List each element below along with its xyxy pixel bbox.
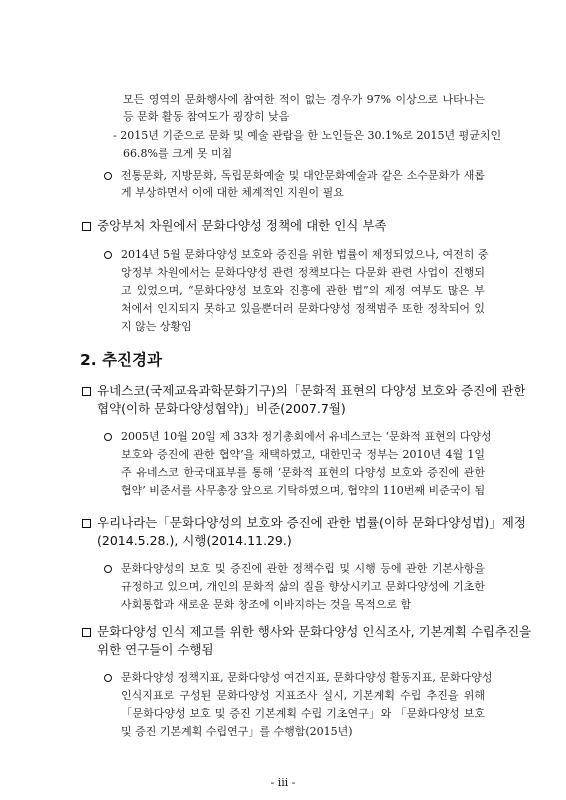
bullet-line: 「문화다양성 보호 및 증진 기본계획 수립 기초연구」와 「문화다양성 보호 [121,707,485,720]
circle-bullet-icon [104,433,112,441]
bullet-line: 사회통합과 새로운 문화 창조에 이바지하는 것을 목적으로 함 [121,598,412,611]
circle-bullet-icon [104,674,112,682]
subsection-heading: 우리나라는「문화다양성의 보호와 증진에 관한 법률(이하 문화다양성법)」제정 [97,515,526,530]
bullet-line: 2014년 5월 문화다양성 보호와 증진을 위한 법률이 제정되었으나, 여전히 중 [121,248,489,261]
bullet-line: 게 부상하면서 이에 대한 체계적인 지원이 필요 [121,186,344,199]
circle-bullet-icon [104,172,112,180]
subsection-heading: 위한 연구들이 수행됨 [97,642,214,657]
square-bullet-icon [82,519,91,528]
bullet-line: 전통문화, 지방문화, 독립문화예술 및 대안문화예술과 같은 소수문화가 새롭 [121,169,485,182]
bullet-line: 규정하고 있으며, 개인의 문화적 삶의 질을 향상시키고 문화다양성에 기초한 [121,580,485,593]
bullet-line: 고 있었으며, “문화다양성 보호와 진흥에 관한 법”의 제정 여부도 많은 부 [121,284,485,297]
subsection-heading: 협약(이하 문화다양성협약)」비준(2007.7월) [97,401,346,416]
dash-item-line: 66.8%를 크게 못 미침 [123,147,233,160]
bullet-line: 및 증진 기본계획 수립연구」를 수행함(2015년) [121,725,353,738]
subsection-heading: (2014.5.28.), 시행(2014.11.29.) [97,533,292,548]
bullet-line: 인식지표로 구성된 문화다양성 지표조사 실시, 기본계획 수립 추진을 위해 [121,689,485,702]
dash-item-line: - 2015년 기준으로 문화 및 예술 관람을 한 노인들은 30.1%로 2015년 평균치인 [113,129,502,142]
page-number: - iii - [270,776,296,789]
circle-bullet-icon [104,565,112,573]
square-bullet-icon [82,222,91,231]
subsection-heading: 중앙부처 차원에서 문화다양성 정책에 대한 인식 부족 [97,218,387,233]
bullet-line: 지 않는 상황임 [121,320,192,333]
bullet-line: 문화다양성의 보호 및 증진에 관한 정책수립 및 시행 등에 관한 기본사항을 [121,562,485,575]
bullet-line: 2005년 10월 20일 제 33차 정기총회에서 유네스코는 ‘문화적 표현의 다양성 [121,430,492,443]
bullet-line: 보호와 증진에 관한 협약’을 채택하였고, 대한민국 정부는 2010년 4월 1일 [121,448,485,461]
subsection-heading: 문화다양성 인식 제고를 위한 행사와 문화다양성 인식조사, 기본계획 수립추진을 [97,624,532,639]
bullet-line: 처에서 인지되지 못하고 있을뿐더러 문화다양성 정책범주 또한 정착되어 있 [121,302,485,315]
body-line: 모든 영역의 문화행사에 참여한 적이 없는 경우가 97% 이상으로 나타나는 [123,93,485,106]
bullet-line: 주 유네스코 한국대표부를 통해 ‘문화적 표현의 다양성 보호와 증진에 관한 [121,466,485,479]
bullet-line: 협약’ 비준서를 사무총장 앞으로 기탁하였으며, 협약의 110번째 비준국이 됨 [121,484,486,497]
subsection-heading: 유네스코(국제교육과학문화기구)의「문화적 표현의 다양성 보호와 증진에 관한 [97,383,526,398]
section-title: 2. 추진경과 [80,351,162,369]
bullet-line: 앙정부 차원에서는 문화다양성 관련 정책보다는 다문화 관련 사업이 진행되 [121,266,485,279]
body-line: 등 문화 활동 참여도가 굉장히 낮음 [123,110,290,123]
square-bullet-icon [82,387,91,396]
bullet-line: 문화다양성 정책지표, 문화다양성 여건지표, 문화다양성 활동지표, 문화다양성 [121,671,493,684]
square-bullet-icon [82,628,91,637]
circle-bullet-icon [104,251,112,259]
